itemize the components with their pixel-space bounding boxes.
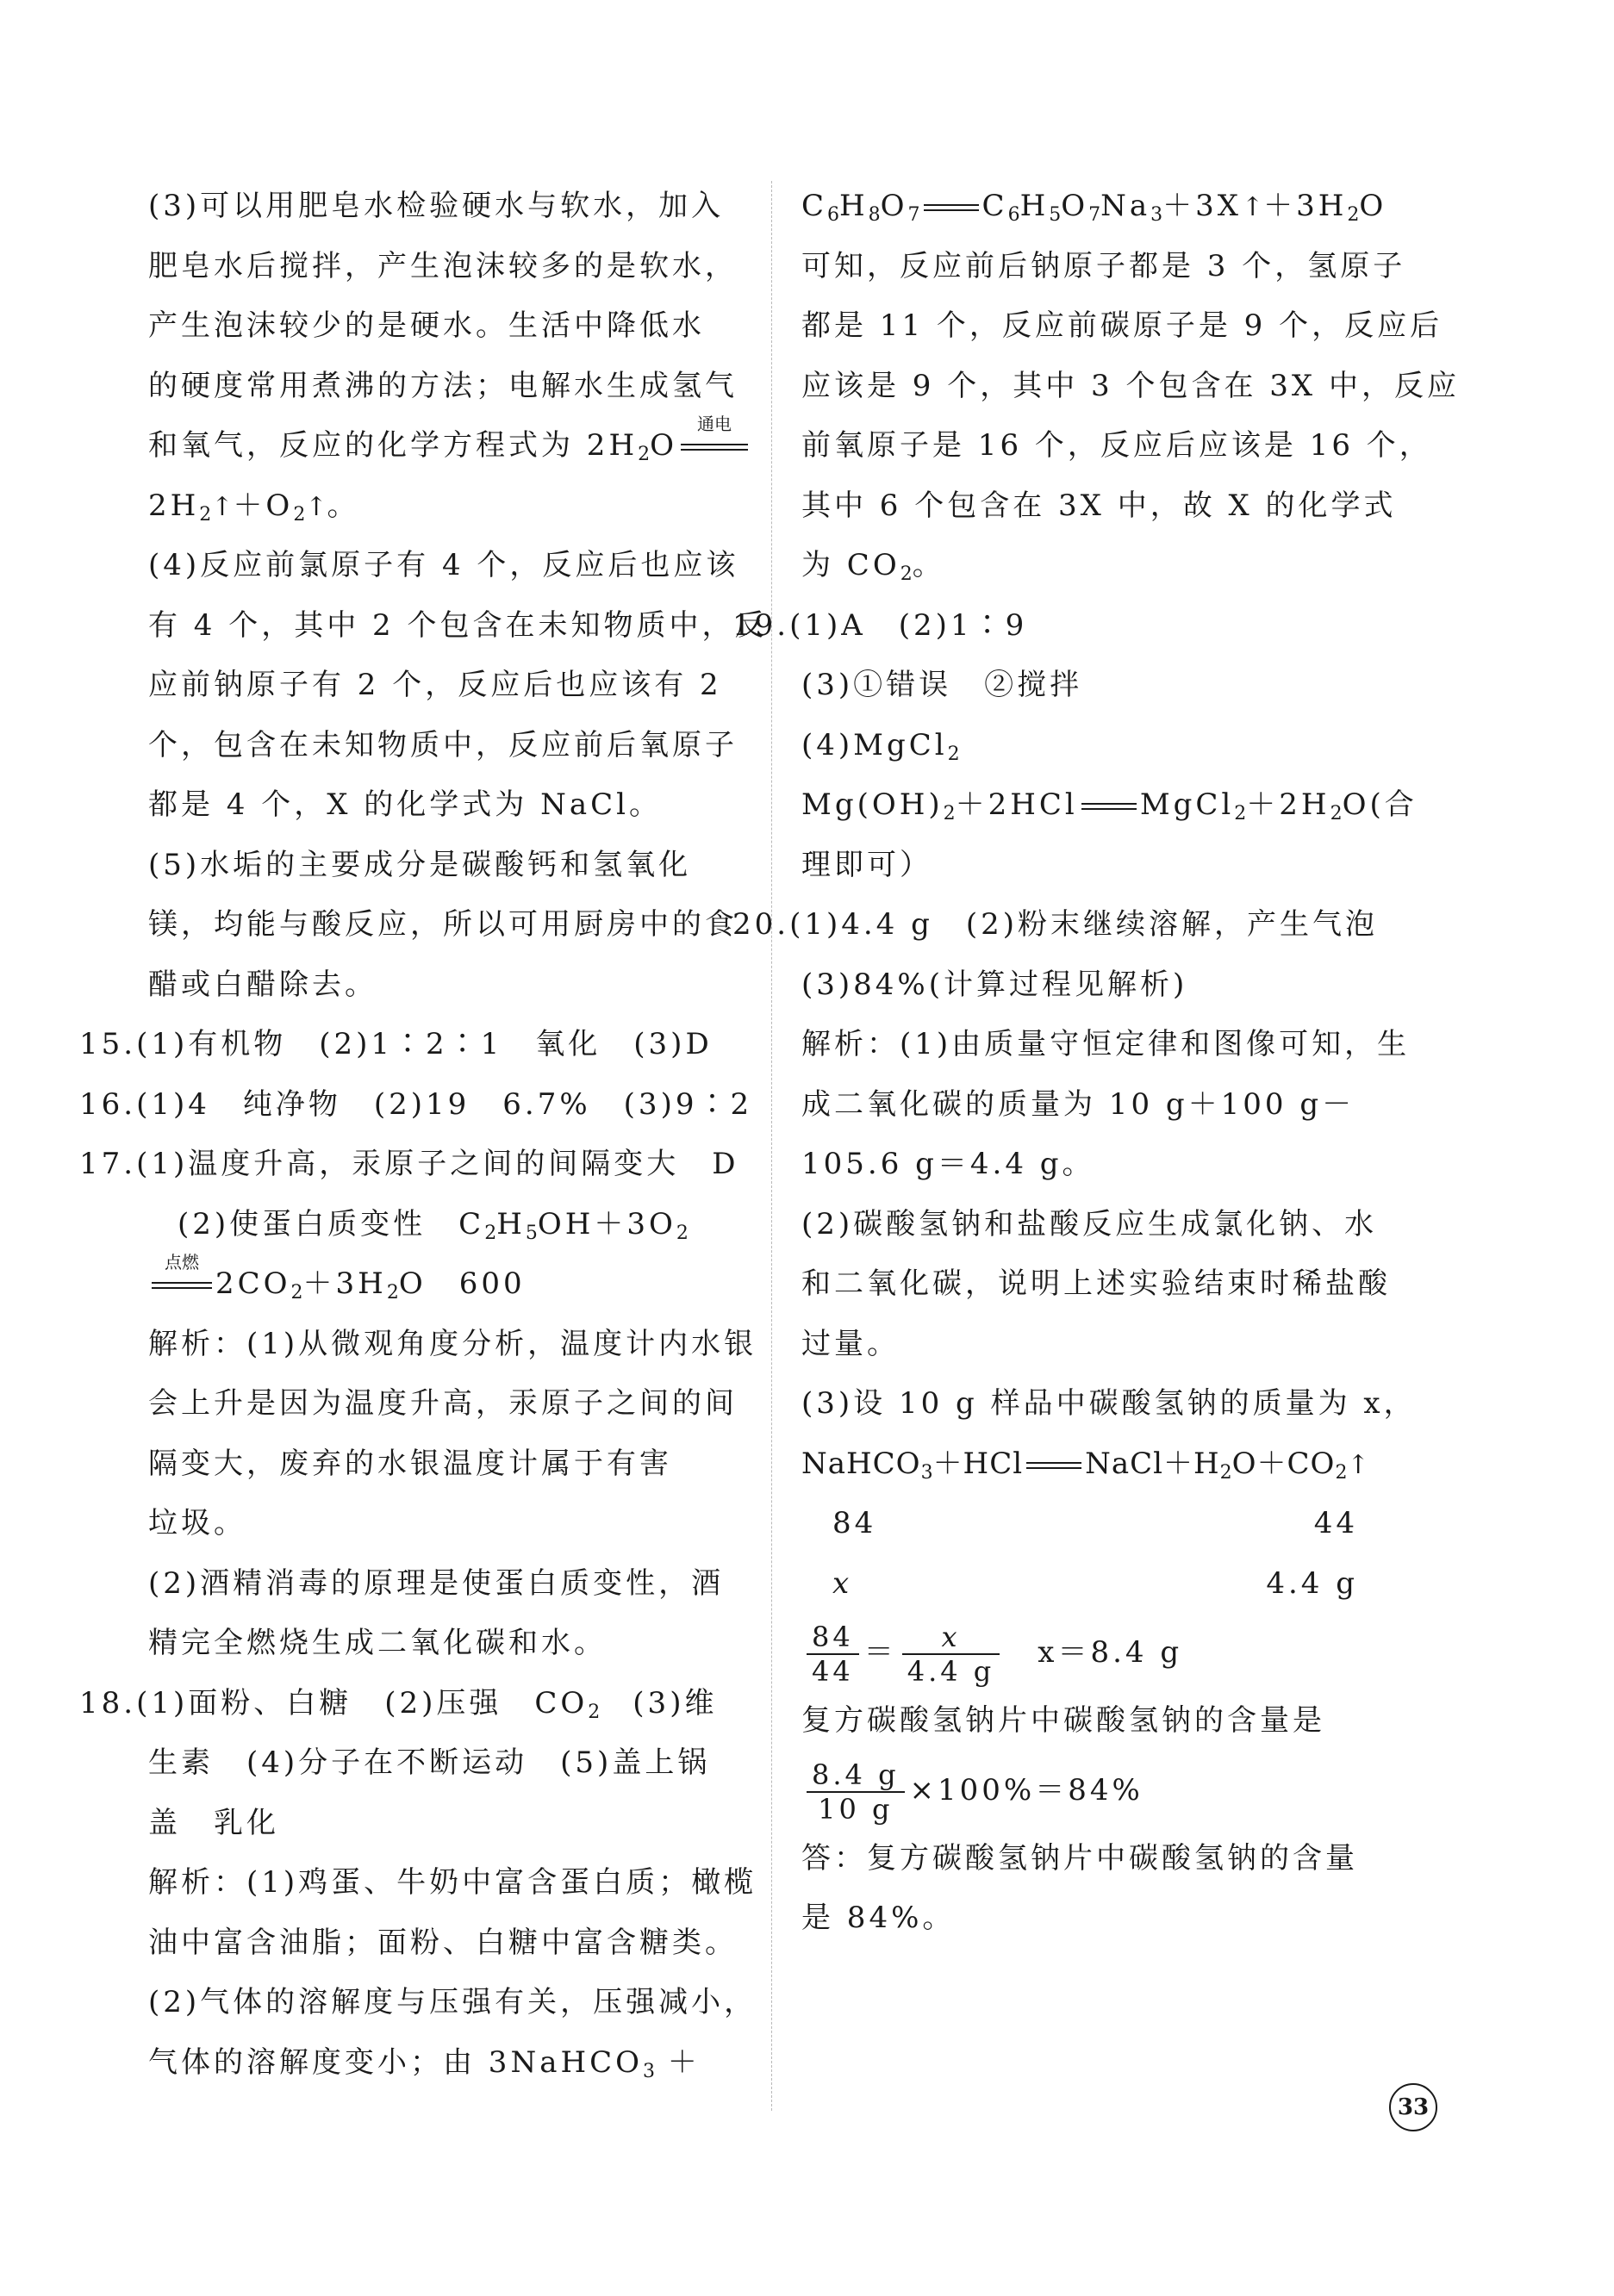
q14-3-equation: 和氧气，反应的化学方程式为 $2H_2O$ 通电	[148, 416, 734, 476]
q14-3-line-4: 的硬度常用煮沸的方法；电解水生成氢气	[148, 368, 738, 403]
q18-answer-1: 18.(1)面粉、白糖 (2)压强 $CO_2$ (3)维	[79, 1685, 718, 1723]
q14-3-line-2: 肥皂水后搅拌，产生泡沫较多的是软水，	[148, 248, 738, 283]
answer-line-2: 是 84%。	[801, 1901, 956, 1935]
q17-analysis-6: 精完全燃烧生成二氧化碳和水。	[148, 1626, 607, 1660]
q14-4-line-2: 有 4 个，其中 2 个包含在未知物质中，反	[148, 607, 768, 643]
q20-analysis-4: (2)碳酸氢钠和盐酸反应生成氯化钠、水	[801, 1206, 1378, 1241]
q14-5-line-2: 镁，均能与酸反应，所以可用厨房中的食	[148, 907, 738, 942]
q17-analysis-1: 解析：(1)从微观角度分析，温度计内水银	[148, 1326, 757, 1361]
stoich-masses: 84 44	[832, 1506, 1358, 1540]
q17-analysis-5: (2)酒精消毒的原理是使蛋白质变性，酒	[148, 1565, 725, 1601]
r-line-2: 都是 11 个，反应前碳原子是 9 个，反应后	[801, 308, 1443, 343]
q20-analysis-5: 和二氧化碳，说明上述实验结束时稀盐酸	[801, 1266, 1391, 1301]
q18-analysis-2: 油中富含油脂；面粉、白糖中富含糖类。	[148, 1925, 738, 1960]
r-line-1: 可知，反应前后钠原子都是 3 个，氢原子	[801, 248, 1406, 283]
q19-equation: $Mg(OH)_2+2HCl$ $MgCl_2+2H_2O$(合	[801, 787, 1418, 824]
q14-4-line-1: (4)反应前氯原子有 4 个，反应后也应该	[148, 548, 739, 582]
q14-4-line-5: 都是 4 个，X 的化学式为 NaCl。	[148, 787, 662, 822]
q18-analysis-1: 解析：(1)鸡蛋、牛奶中富含蛋白质；橄榄	[148, 1865, 757, 1900]
stoich-unknowns: x 4.4 g	[832, 1565, 1358, 1601]
q14-4-line-3: 应前钠原子有 2 个，反应后也应该有 2	[148, 668, 722, 702]
q18-analysis-3: (2)气体的溶解度与压强有关，压强减小，	[148, 1985, 757, 2019]
q17-answer-3: 点燃 $2CO_2+3H_2O$ 600	[148, 1254, 734, 1315]
q19-answer-4: 理即可）	[801, 847, 932, 882]
q19-answer-2: (3)①错误 ②搅拌	[801, 668, 1083, 702]
q17-answer-2: (2)使蛋白质变性 $C_2H_5OH+3O_2$	[178, 1206, 689, 1244]
q18-analysis-4: 气体的溶解度变小；由 3NaHCO$_3$ ＋	[148, 2044, 701, 2082]
q17-analysis-3: 隔变大，废弃的水银温度计属于有害	[148, 1446, 672, 1481]
r-line-5: 其中 6 个包含在 3X 中，故 X 的化学式	[801, 488, 1397, 523]
q14-5-line-1: (5)水垢的主要成分是碳酸钙和氢氧化	[148, 847, 692, 882]
q19-answer-3: (4)MgCl$_2$	[801, 727, 960, 765]
r-line-6: 为 $CO_2$。	[801, 548, 945, 585]
q14-3-products: $2H_2↑+O_2↑$。	[148, 488, 360, 526]
q14-4-line-4: 个，包含在未知物质中，反应前后氧原子	[148, 727, 738, 762]
q20-analysis-6: 过量。	[801, 1326, 900, 1361]
column-divider	[771, 181, 772, 2111]
q17-analysis-2: 会上升是因为温度升高，汞原子之间的间	[148, 1386, 738, 1421]
q17-answer-1: 17.(1)温度升高，汞原子之间的间隔变大 D	[79, 1147, 739, 1181]
citrate-equation: $C_6H_8O_7$ $C_6H_5O_7Na_3+3X↑+3H_2O$	[801, 189, 1387, 226]
q15-answer: 15.(1)有机物 (2)1∶2∶1 氧化 (3)D	[79, 1027, 713, 1061]
q14-5-line-3: 醋或白醋除去。	[148, 967, 377, 1002]
r-line-3: 应该是 9 个，其中 3 个包含在 3X 中，反应	[801, 368, 1460, 403]
q20-analysis-2: 成二氧化碳的质量为 10 g＋100 g－	[801, 1086, 1355, 1122]
page-number: 33	[1389, 2083, 1437, 2131]
q20-analysis-7: (3)设 10 g 样品中碳酸氢钠的质量为 x，	[801, 1386, 1417, 1421]
q20-analysis-3: 105.6 g＝4.4 g。	[801, 1147, 1095, 1181]
answer-line-1: 答：复方碳酸氢钠片中碳酸氢钠的含量	[801, 1840, 1358, 1876]
q14-3-line-1: (3)可以用肥皂水检验硬水与软水，加入	[148, 189, 725, 223]
left-column	[79, 177, 768, 2093]
q14-3-line-3: 产生泡沫较少的是硬水。生活中降低水	[148, 308, 705, 343]
right-column	[732, 177, 1460, 1949]
percent-calculation: $\frac{8.4 g}{10 g}$ ×100%＝84%	[801, 1752, 1405, 1829]
q18-answer-3: 盖 乳化	[148, 1805, 279, 1840]
q18-answer-2: 生素 (4)分子在不断运动 (5)盖上锅	[148, 1745, 711, 1780]
q20-analysis-1: 解析：(1)由质量守恒定律和图像可知，生	[801, 1027, 1411, 1061]
r-line-4: 前氧原子是 16 个，反应后应该是 16 个，	[801, 428, 1432, 463]
combustion-sign: 点燃	[152, 1277, 212, 1294]
q20-equation: NaHCO$_3$＋HCl $NaCl+H_2O+CO_2↑$	[801, 1446, 1369, 1484]
q17-analysis-4: 垃圾。	[148, 1506, 246, 1540]
q20-answer-2: (3)84%(计算过程见解析)	[801, 967, 1188, 1002]
q16-answer: 16.(1)4 纯净物 (2)19 6.7% (3)9∶2	[79, 1086, 753, 1122]
q19-answer-1: 19.(1)A (2)1∶9	[732, 607, 1028, 643]
content-statement: 复方碳酸氢钠片中碳酸氢钠的含量是	[801, 1703, 1325, 1738]
ratio-equation: $\frac{84}{44}$ ＝ $\frac{x}{4.4 g}$ x＝8.4 g	[801, 1614, 1405, 1691]
reaction-sign: 通电	[681, 439, 748, 456]
q20-answer-1: 20.(1)4.4 g (2)粉末继续溶解，产生气泡	[732, 907, 1379, 942]
